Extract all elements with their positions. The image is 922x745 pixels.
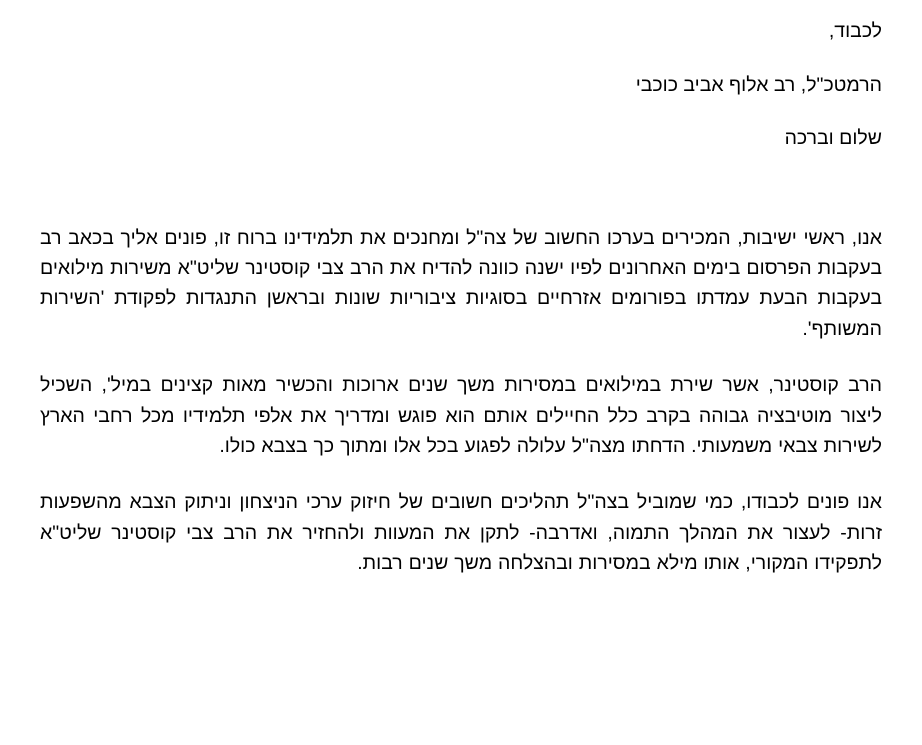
body-paragraph-1: אנו, ראשי ישיבות, המכירים בערכו החשוב של צה"ל ומחנכים את תלמידינו ברוח זו, פונים אליך בכאב רב בעקבות הפרסום בימים האחרונים לפיו ישנה כוונה להדיח את הרב צבי קוסטינר שליט"א משירות מילואים בעקבות הבעת עמדתו בפורומים אזרחיים בסוגיות ציבוריות שונות ובראשן התנגדות לפקודת 'השירות המשותף'. (40, 226, 882, 340)
document-body (40, 223, 882, 579)
body-paragraph-2: הרב קוסטינר, אשר שירת במילואים במסירות משך שנים ארוכות והכשיר מאות קצינים במיל', השכיל ליצור מוטיבציה גבוהה בקרב כלל החיילים אותם הוא פוגש ומדריך את אלפי תלמידיו מכל רחבי הארץ לשירות צבאי משמעותי. הדחתו מצה"ל עלולה לפגוע בכל אלו ומתוך כך בצבא כולו. (40, 374, 882, 457)
salutation-block (40, 0, 882, 149)
body-paragraph-3: אנו פונים לכבודו, כמי שמוביל בצה"ל תהליכים חשובים של חיזוק ערכי הניצחון וניתוק הצבא מהשפעות זרות- לעצור את המהלך התמוה, ואדרבה- לתקן את המעוות ולהחזיר את הרב צבי קוסטינר שליט"א לתפקידו המקורי, אותו מילא במסירות ובהצלחה משך שנים רבות. (40, 491, 882, 575)
salutation-line-recipient-title: הרמטכ"ל, רב אלוף אביב כוכבי (635, 73, 882, 96)
salutation-line-greeting: שלום וברכה (784, 127, 882, 149)
salutation-line-addressee-prefix: לכבוד, (828, 20, 882, 42)
